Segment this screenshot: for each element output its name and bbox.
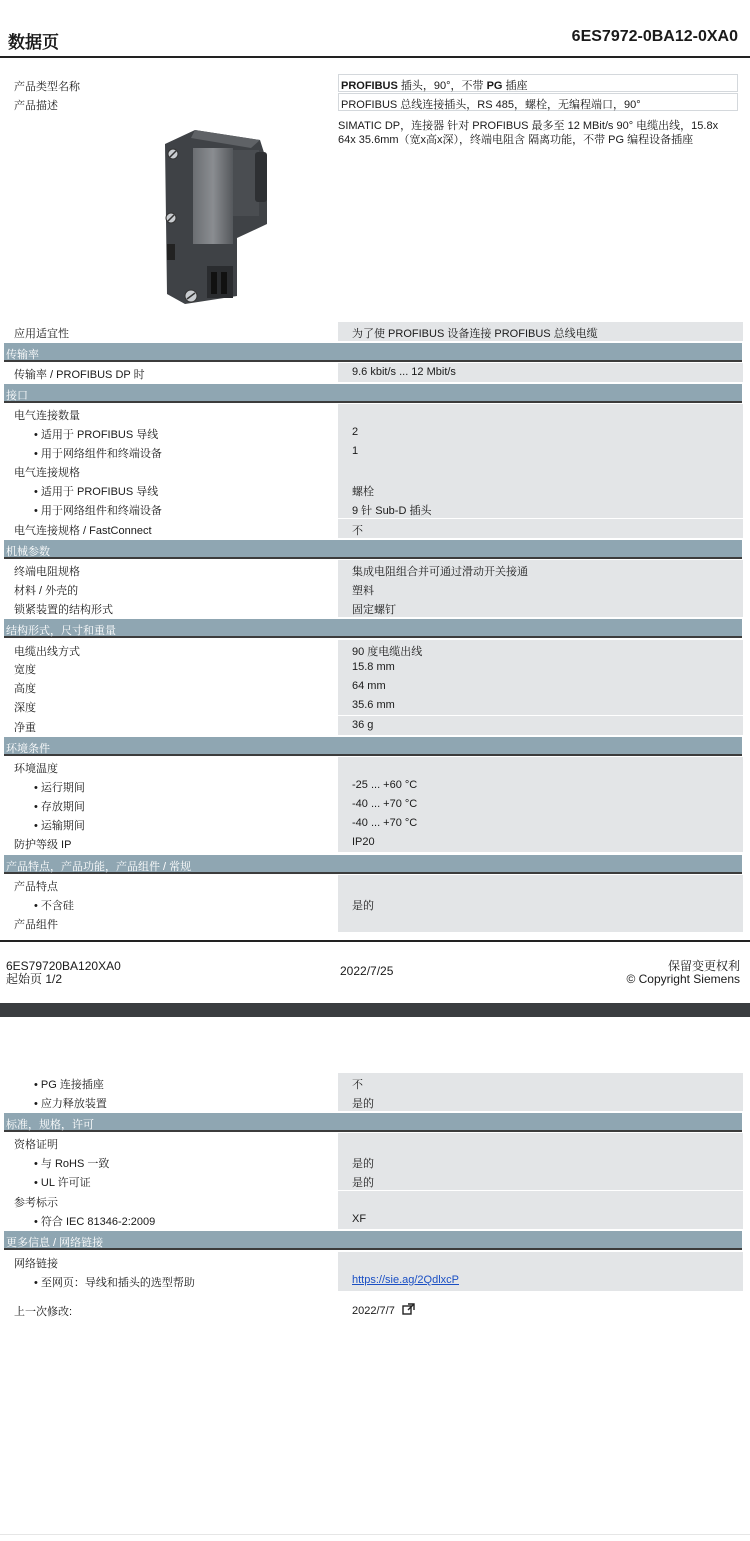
- footer-date: 2022/7/25: [340, 964, 394, 978]
- row-rohs: • 与 RoHS 一致 是的: [4, 1152, 742, 1171]
- row-certificates: 资格证明: [4, 1133, 742, 1152]
- row-weight: 净重 36 g: [4, 716, 742, 735]
- row-temp-operation: • 运行期间 -25 ... +60 °C: [4, 776, 742, 795]
- row-product-features: 产品特点: [4, 875, 742, 894]
- section-transmission-rate: 传输率: [4, 343, 742, 362]
- product-desc-label: 产品描述: [14, 100, 58, 112]
- row-product-components: 产品组件: [4, 913, 742, 932]
- row-count-net: • 用于网络组件和终端设备 1: [4, 442, 742, 461]
- section-dimensions: 结构形式，尺寸和重量: [4, 619, 742, 638]
- footer-page: 起始页 1/2: [6, 972, 63, 986]
- row-lock: 锁紧装置的结构形式 固定螺钉: [4, 598, 742, 617]
- section-environment: 环境条件: [4, 737, 742, 756]
- section-standards: 标准，规格，许可: [4, 1113, 742, 1132]
- product-type-label: 产品类型名称: [14, 81, 80, 93]
- page-footer: [0, 940, 750, 1002]
- row-count-bus: • 适用于 PROFIBUS 导线 2: [4, 423, 742, 442]
- row-ul: • UL 许可证 是的: [4, 1171, 742, 1190]
- row-fastconnect: 电气连接规格 / FastConnect 不: [4, 519, 742, 538]
- row-width: 宽度 15.8 mm: [4, 658, 742, 677]
- page-break: [0, 1003, 750, 1017]
- row-strain-relief: • 应力释放装置 是的: [4, 1092, 742, 1111]
- row-height: 高度 64 mm: [4, 677, 742, 696]
- row-iec: • 符合 IEC 81346-2:2009 XF: [4, 1210, 742, 1229]
- part-number: 6ES7972-0BA12-0XA0: [571, 28, 738, 45]
- footer-rights: 保留变更权利: [667, 959, 740, 973]
- row-temp-transport: • 运输期间 -40 ... +70 °C: [4, 814, 742, 833]
- product-image: [155, 126, 270, 306]
- row-ip-rating: 防护等级 IP IP20: [4, 833, 742, 852]
- row-terminating-resistor: 终端电阻规格 集成电阻组合并可通过滑动开关接通: [4, 560, 742, 579]
- page-title: 数据页: [8, 33, 59, 52]
- row-reference-designation: 参考标示: [4, 1191, 742, 1210]
- row-spec-bus: • 适用于 PROFIBUS 导线 螺栓: [4, 480, 742, 499]
- row-application: 应用适宜性 为了使 PROFIBUS 设备连接 PROFIBUS 总线电缆: [4, 322, 742, 341]
- selection-help-link[interactable]: https://sie.ag/2QdlxcP: [352, 1274, 459, 1286]
- row-temp-storage: • 存放期间 -40 ... +70 °C: [4, 795, 742, 814]
- row-silicone-free: • 不含硅 是的: [4, 894, 742, 913]
- row-spec-net: • 用于网络组件和终端设备 9 针 Sub-D 插头: [4, 499, 742, 518]
- page-header: [0, 22, 750, 58]
- row-depth: 深度 35.6 mm: [4, 696, 742, 715]
- row-connection-count: 电气连接数量: [4, 404, 742, 423]
- row-web-page: • 至网页：导线和插头的选型帮助 https://sie.ag/2QdlxcP: [4, 1271, 742, 1291]
- row-transmission-rate: 传输率 / PROFIBUS DP 时 9.6 kbit/s ... 12 Mbit/s: [4, 363, 742, 382]
- footer-code: 6ES79720BA120XA0: [6, 959, 121, 973]
- row-last-modified: 上一次修改: 2022/7/7: [4, 1300, 742, 1320]
- section-features: 产品特点，产品功能，产品组件 / 常规: [4, 855, 742, 874]
- row-pg-socket: • PG 连接插座 不: [4, 1073, 742, 1092]
- row-ambient-temp: 环境温度: [4, 757, 742, 776]
- product-desc-value: PROFIBUS 总线连接插头，RS 485，螺栓，无编程端口，90°: [341, 99, 641, 111]
- product-type-value: PROFIBUS 插头，90°，不带 PG 插座: [341, 80, 528, 92]
- footer-copyright: © Copyright Siemens: [626, 972, 740, 986]
- section-more-info: 更多信息 / 网络链接: [4, 1231, 742, 1250]
- row-connection-spec: 电气连接规格: [4, 461, 742, 480]
- row-web-links: 网络链接: [4, 1252, 742, 1271]
- page-bottom-line: [0, 1534, 750, 1535]
- section-interface: 接口: [4, 384, 742, 403]
- last-modified-date: 2022/7/7: [352, 1305, 395, 1317]
- product-long-description: SIMATIC DP，连接器 针对 PROFIBUS 最多至 12 MBit/s 90° 电缆出线，15.8x 64x 35.6mm（宽x高x深），终端电阻含 隔离功能，不带 PG 编程设备插座: [338, 120, 719, 146]
- external-link-icon[interactable]: [402, 1303, 416, 1315]
- row-cable-outlet: 电缆出线方式 90 度电缆出线: [4, 640, 742, 659]
- row-material: 材料 / 外壳的 塑料: [4, 579, 742, 598]
- section-mechanical: 机械参数: [4, 540, 742, 559]
